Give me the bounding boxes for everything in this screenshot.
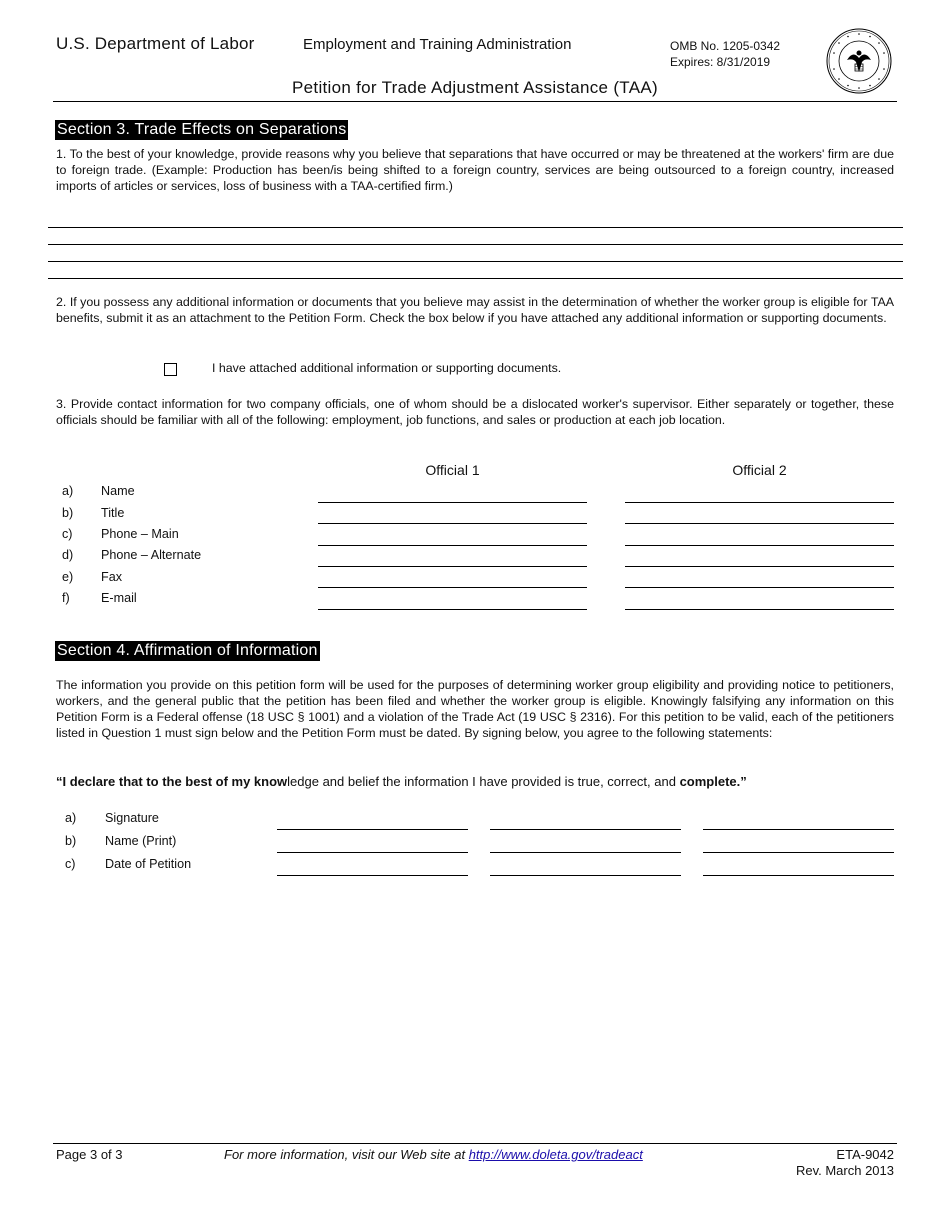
date-row-label: Date of Petition xyxy=(105,857,192,871)
contact-row-label-phone-alt: Phone – Alternate xyxy=(101,548,202,562)
contact-row-label-name: Name xyxy=(101,484,135,498)
answer-line-1[interactable] xyxy=(48,227,903,228)
petitioner-1-print-name-field[interactable] xyxy=(277,852,468,853)
affirmation-text: The information you provide on this petition form will be used for the purposes of determining worker group eligibility and providing notice to petitioners, workers, and the general public that the petition has been filed and whether the worker group is eligible. Knowingly falsifying any information on this Petition Form is a Federal offense (18 USC § 1001) and a violation of the Trade Act (19 USC § 2316). For this petition to be valid, each of the petitioners listed in Question 1 must sign below and the Petition Form must be dated. By signing below, you agree to the following statements: xyxy=(56,678,894,740)
footer-divider xyxy=(53,1143,897,1144)
section4-heading: Section 4. Affirmation of Information xyxy=(57,642,318,659)
expiration-date: Expires: 8/31/2019 xyxy=(670,55,771,69)
form-revision: Rev. March 2013 xyxy=(795,1163,894,1178)
signature-row-letter: c) xyxy=(65,857,76,871)
official-2-name-field[interactable] xyxy=(625,502,894,503)
header-divider xyxy=(53,101,897,102)
tradeact-link[interactable]: http://www.doleta.gov/tradeact xyxy=(468,1147,643,1162)
petitioner-3-signature-field[interactable] xyxy=(703,829,894,830)
contact-row-letter: a) xyxy=(62,484,74,498)
official-2-title-field[interactable] xyxy=(625,523,894,524)
contact-row-label-email: E-mail xyxy=(101,591,137,605)
print-name-row-label: Name (Print) xyxy=(105,834,177,848)
signature-row-letter: b) xyxy=(65,834,77,848)
official-1-fax-field[interactable] xyxy=(318,587,587,588)
official-2-phone-alt-field[interactable] xyxy=(625,566,894,567)
contact-row-letter: c) xyxy=(62,527,73,541)
document-title: Petition for Trade Adjustment Assistance (TAA) xyxy=(292,78,658,97)
official-1-header: Official 1 xyxy=(425,462,480,478)
answer-line-3[interactable] xyxy=(48,261,903,262)
signature-row-letter: a) xyxy=(65,811,77,825)
official-2-phone-main-field[interactable] xyxy=(625,545,894,546)
subagency-name: Employment and Training Administration xyxy=(303,36,572,53)
official-2-email-field[interactable] xyxy=(625,609,894,610)
signature-row-label: Signature xyxy=(105,811,159,825)
petitioner-1-signature-field[interactable] xyxy=(277,829,468,830)
contact-row-letter: e) xyxy=(62,570,74,584)
official-2-fax-field[interactable] xyxy=(625,587,894,588)
question-2-text: 2. If you possess any additional information or documents that you believe may assist in the determination of whether the worker group is eligible for TAA benefits, submit it as an attachment to the Petition Form. Check the box below if you have attached any additional information or supporting documents. xyxy=(56,295,894,325)
contact-row-letter: f) xyxy=(62,591,70,605)
question-1-text: 1. To the best of your knowledge, provide reasons why you believe that separations that have occurred or may be threatened at the workers' firm are due to foreign trade. (Example: Production has been/is being shifted to a foreign country, services are being outsourced to a foreign country, increased imports of articles or services, loss of business with a TAA-certified firm.) xyxy=(56,147,894,193)
page-number: Page 3 of 3 xyxy=(56,1147,123,1162)
contact-row-letter: d) xyxy=(62,548,74,562)
omb-block xyxy=(670,38,780,70)
declaration-middle: ledge and belief the information I have provided is true, correct, and xyxy=(287,774,680,789)
contact-row-label-title: Title xyxy=(101,506,125,520)
declaration-statement xyxy=(56,774,747,789)
official-1-phone-alt-field[interactable] xyxy=(318,566,587,567)
omb-number: OMB No. 1205-0342 xyxy=(670,39,781,53)
official-2-header: Official 2 xyxy=(732,462,787,478)
official-1-title-field[interactable] xyxy=(318,523,587,524)
attachments-checkbox-label: I have attached additional information or supporting documents. xyxy=(212,361,562,375)
agency-name: U.S. Department of Labor xyxy=(56,34,255,53)
declaration-bold-end: complete.” xyxy=(679,774,747,789)
contact-row-letter: b) xyxy=(62,506,74,520)
form-number: ETA-9042 xyxy=(836,1147,894,1162)
footer-info xyxy=(224,1147,643,1162)
attachments-checkbox[interactable] xyxy=(164,363,177,376)
official-1-phone-main-field[interactable] xyxy=(318,545,587,546)
petitioner-2-print-name-field[interactable] xyxy=(490,852,681,853)
petitioner-3-print-name-field[interactable] xyxy=(703,852,894,853)
petitioner-1-date-field[interactable] xyxy=(277,875,468,876)
contact-row-label-fax: Fax xyxy=(101,570,122,584)
contact-row-label-phone-main: Phone – Main xyxy=(101,527,179,541)
official-1-email-field[interactable] xyxy=(318,609,587,610)
petitioner-2-date-field[interactable] xyxy=(490,875,681,876)
petitioner-2-signature-field[interactable] xyxy=(490,829,681,830)
official-1-name-field[interactable] xyxy=(318,502,587,503)
declaration-bold-start: “I declare that to the best of my know xyxy=(56,774,288,789)
section3-heading: Section 3. Trade Effects on Separations xyxy=(57,121,347,138)
footer-info-text: For more information, visit our Web site at xyxy=(224,1147,469,1162)
answer-line-2[interactable] xyxy=(48,244,903,245)
form-id-block xyxy=(760,1147,894,1179)
question-3-text: 3. Provide contact information for two company officials, one of whom should be a dislocated worker's supervisor. Either separately or together, these officials should be familiar with all of the following: employment, job functions, and sales or production at each job location. xyxy=(56,397,894,427)
petitioner-3-date-field[interactable] xyxy=(703,875,894,876)
answer-line-4[interactable] xyxy=(48,278,903,279)
